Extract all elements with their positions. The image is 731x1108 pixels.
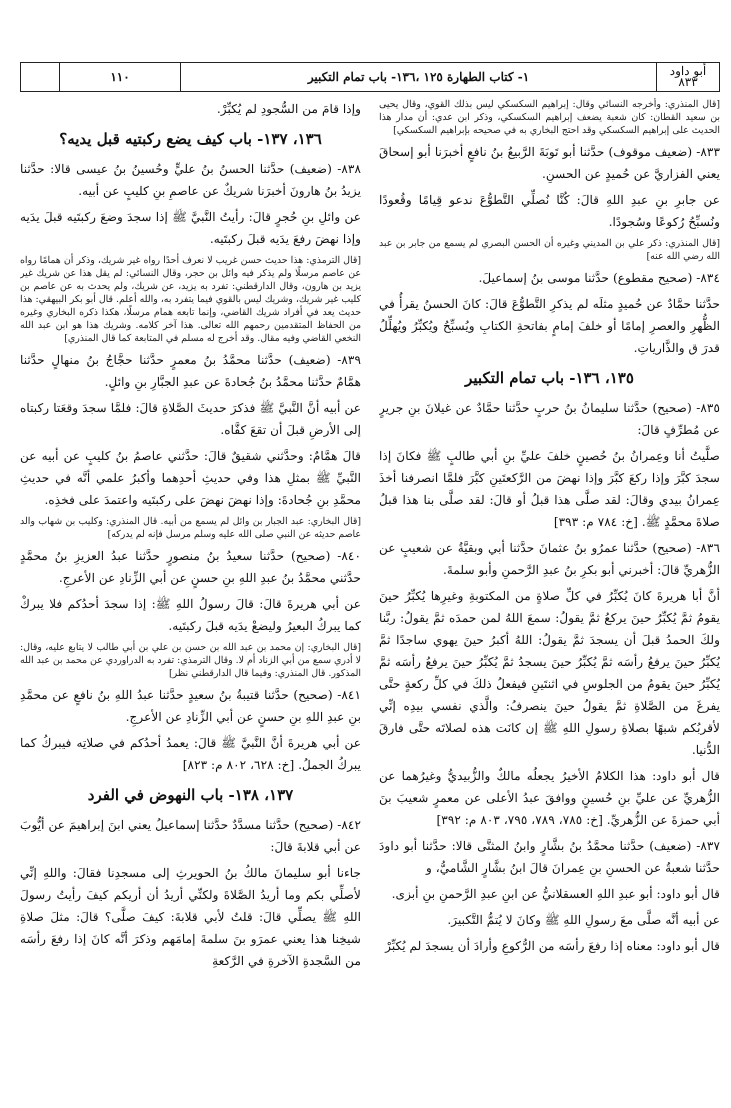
abu-dawud-comment: قال أبو داود: هذا الكلامُ الأخيرُ يجعلُه مالكٌ والزُّبيديُّ وغيرُهما عن الزُّهريِّ عن عليِّ بنِ حُسينٍ ووافقَ عبدُ الأعلى عن معمرٍ شعيبَ بنَ أبي حمزةَ عن الزُّهريِّ. [خ: ٧٨٥، ٧٨٩، ٧٩٥، ٨٠٣ م: ٣٩٢]: [379, 769, 720, 827]
footnote: [قال المنذري: ذكر علي بن المديني وغيره أن الحسن البصري لم يسمع من جابر بن عبد الله رضي الله عنه]: [379, 238, 720, 262]
footnote: [قال البخاري: إن محمد بن عبد الله بن حسن بن علي بن أبي طالب لا يتابع عليه، وقال: لا أدري سمع من أبي الزناد أم لا. وقال الترمذي: تفرد به الدراوردي عن محمد بن عبد الله المذكور. قال المنذري: وفيما قال الدارقطني نظر]: [20, 642, 361, 679]
hadith-836-text: أنَّ أبا هريرةَ كانَ يُكبِّرُ في كلِّ صلاةٍ من المكتوبةِ وغيرِها يُكبِّرُ حينَ يقومُ ثمَّ يُكبِّرُ حينَ يركعُ ثمَّ يقولُ: سمعَ اللهُ لمن حمدَه ثمَّ يقولُ: ربَّنا ولكَ الحمدُ قبلَ أن يسجدَ ثمَّ يقولُ: اللهُ أكبرُ حينَ يهوي ساجدًا ثمَّ يُكبِّرُ حينَ يرفعُ رأسَه ثمَّ يُكبِّرُ حينَ يسجدُ ثمَّ يُكبِّرُ حينَ يرفعُ رأسَه ثمَّ يُكبِّرُ حينَ يقومُ من الجلوسِ في اثنتَينِ فيفعلُ ذلكَ في كلِّ ركعةٍ حتَّى يفرغَ من الصَّلاةِ ثمَّ يقولُ حينَ ينصرفُ: والَّذي نفسي بيدِه إنِّي لأقربُكم شبهًا بصلاةِ رسولِ اللهِ ﷺ إن كانَت هذه لصلاتَه حتَّى فارقَ الدُّنيا.: [379, 589, 720, 757]
header-title: ١- كتاب الطهارة ١٢٥ ،١٣٦- باب تمام التكبير: [180, 63, 656, 91]
chapter-heading: ١٣٥، ١٣٦- باب تمام التكبير: [465, 369, 634, 387]
hadith-841-text: عن أبي هريرةَ أنَّ النَّبيَّ ﷺ قالَ: يعمدُ أحدُكم في صلاتِه فيبركُ كما يبركُ الجملُ. [خ: ٦٢٨، ٨٠٢ م: ٨٢٣]: [20, 736, 361, 772]
right-column: [379, 98, 720, 1098]
abu-dawud-comment: قال أبو داود: معناه إذا رفعَ رأسَه من الرُّكوعِ وأرادَ أن يسجدَ لم يُكبِّرْ: [385, 939, 720, 953]
footnote: [قال البخاري: عبد الجبار بن وائل لم يسمع من أبيه. قال المنذري: وكليب بن شهاب والد عاصم حديثه عن النبي صلى الله عليه وسلم مرسل فإنه لم يدركه]: [20, 516, 361, 540]
footnote: [قال المنذري: وأخرجه النسائي وقال: إبراهيم السكسكي ليس بذلك القوي، وقال يحيى بن سعيد القطان: كان شعبة يضعف إبراهيم السكسكي، وذكر ابن عدي: أن مدار هذا الحديث على إبراهيم السكسكي وقد احتج البخاري به في صحيحه بإبراهيم السكسكي]: [379, 99, 720, 136]
hadith-835-text: صلَّيتُ أنا وعِمرانُ بنُ حُصينٍ خلفَ عليِّ بنِ أبي طالبٍ ﷺ فكانَ إذا سجدَ كبَّرَ وإذا ركعَ كبَّرَ وإذا نهضَ من الرَّكعتَينِ كبَّرَ فلمَّا انصرفنا أخذَ عِمرانُ بيدي وقالَ: لقد صلَّى هذا قبلُ أو قالَ: لقد صلَّى بنا هذا قبلُ صلاةَ محمَّدٍ ﷺ. [خ: ٧٨٤ م: ٣٩٣]: [379, 449, 720, 529]
hadith-842-chain: ٨٤٢- (صحيح) حدَّثنا مسدَّدٌ حدَّثنا إسماعيلُ يعني ابنَ إبراهيمَ عن أيُّوبَ عن أبي قلابةَ قالَ:: [20, 818, 361, 854]
continuation-text: وإذا قامَ من السُّجودِ لم يُكبِّرْ.: [216, 102, 361, 116]
two-column-body: [20, 98, 720, 1098]
hadith-839-text: عن أبيه أنَّ النَّبيَّ ﷺ فذكرَ حديثَ الصَّلاةِ قالَ: فلمَّا سجدَ وقعَتا ركبتاه إلى الأرضِ قبلَ أن تقعَ كفَّاه.: [20, 401, 361, 437]
running-header: [20, 62, 720, 92]
hadith-840-text: عن أبي هريرةَ قالَ: قالَ رسولُ اللهِ ﷺ: إذا سجدَ أحدُكم فلا يبركْ كما يبركُ البعيرُ وليضعْ يدَيه قبلَ ركبتَيه.: [20, 597, 361, 633]
chapter-heading: ١٣٦، ١٣٧- باب كيف يضع ركبتيه قبل يديه؟: [59, 130, 322, 148]
chapter-heading: ١٣٧، ١٣٨- باب النهوض في الفرد: [87, 786, 294, 804]
hadith-833-text: عن جابرِ بنِ عبدِ اللهِ قالَ: كُنَّا نُصلِّي التَّطوُّعَ ندعو قِيامًا وقُعودًا ونُسبِّحُ رُكوعًا وسُجودًا.: [379, 193, 720, 229]
abu-dawud-comment: قال أبو داود: أبو عبدِ اللهِ العسقلانيُّ عن ابنِ عبدِ الرَّحمنِ بنِ أبزى.: [391, 887, 720, 901]
page-number: ١١٠: [59, 63, 180, 91]
hadith-839-chain: ٨٣٩- (ضعيف) حدَّثنا محمَّدُ بنُ معمرٍ حدَّثنا حجَّاجُ بنُ منهالٍ حدَّثنا همَّامٌ حدَّثنا محمَّدُ بنُ جُحادةَ عن عبدِ الجبَّارِ بنِ وائلٍ.: [20, 353, 361, 389]
hadith-838-text: عن وائلِ بنِ حُجرٍ قالَ: رأيتُ النَّبيَّ ﷺ إذا سجدَ وضعَ ركبتَيه قبلَ يدَيه وإذا نهضَ رفعَ يدَيه قبلَ ركبتَيه.: [20, 210, 361, 246]
hadith-839-addition: قالَ همَّامٌ: وحدَّثني شقيقٌ قالَ: حدَّثني عاصمُ بنُ كليبٍ عن أبيه عن النَّبيِّ ﷺ بمثلِ هذا وفي حديثِ أحدِهما وأكبرُ علمي أنَّه في حديثِ محمَّدِ بنِ جُحادةَ: وإذا نهضَ نهضَ على ركبتَيه واعتمدَ على فخذِه.: [20, 449, 361, 507]
hadith-842-text: جاءنا أبو سليمانَ مالكُ بنُ الحويرثِ إلى مسجدِنا فقالَ: واللهِ إنِّي لأصلِّي بكم وما أريدُ الصَّلاةَ ولكنِّي أريدُ أن أريكم كيفَ رأيتُ رسولَ اللهِ ﷺ يصلِّي قالَ: قلتُ لأبي قلابةَ: كيفَ صلَّى؟ قالَ: مثلَ صلاةِ شيخِنا هذا يعني عمرَو بنَ سلمةَ إمامَهم وذكرَ أنَّه كانَ إذا رفعَ رأسَه من السَّجدةِ الآخرةِ في الرَّكعةِ: [20, 866, 361, 968]
left-column: [20, 98, 361, 1098]
header-ref-line2: ٨٣٣: [678, 75, 698, 89]
hadith-835-chain: ٨٣٥- (صحيح) حدَّثنا سليمانُ بنُ حربٍ حدَّثنا حمَّادٌ عن غيلانَ بنِ جريرٍ عن مُطرِّفٍ قالَ:: [379, 401, 720, 437]
hadith-834-chain: ٨٣٤- (صحيح مقطوع) حدَّثنا موسى بنُ إسماعيلَ.: [478, 271, 720, 285]
header-ref-line1: أبو داود: [669, 64, 707, 78]
hadith-833-chain: ٨٣٣- (ضعيف موقوف) حدَّثنا أبو تَوبَةَ الرَّبيعُ بنُ نافعٍ أخبرَنا أبو إسحاقَ يعني الفزاريَّ عن حُميدٍ عن الحسنِ.: [379, 145, 720, 181]
hadith-841-chain: ٨٤١- (صحيح) حدَّثنا قتيبةُ بنُ سعيدٍ حدَّثنا عبدُ اللهِ بنُ نافعٍ عن محمَّدِ بنِ عبدِ اللهِ بنِ حسنٍ عن أبي الزِّنادِ عن الأعرجِ.: [20, 688, 361, 724]
hadith-837-chain: ٨٣٧- (ضعيف) حدَّثنا محمَّدُ بنُ بشَّارٍ وابنُ المثنَّى قالا: حدَّثنا أبو داودَ حدَّثنا شعبةُ عن الحسنِ بنِ عِمرانَ قالَ ابنُ بشَّارٍ الشَّاميُّ، و: [379, 839, 720, 875]
hadith-837-text: عن أبيه أنَّه صلَّى معَ رسولِ اللهِ ﷺ وكانَ لا يُتمُّ التَّكبيرَ.: [447, 913, 720, 927]
hadith-838-chain: ٨٣٨- (ضعيف) حدَّثنا الحسنُ بنُ عليٍّ وحُسينُ بنُ عيسى قالا: حدَّثنا يزيدُ بنُ هارونَ أخبرَنا شريكٌ عن عاصمِ بنِ كليبٍ عن أبيه.: [20, 162, 361, 198]
header-reference: [656, 63, 719, 91]
hadith-834-text: حدَّثنا حمَّادٌ عن حُميدٍ مثلَه لم يذكرِ التَّطوُّعَ قالَ: كانَ الحسنُ يقرأُ في الظُّهرِ والعصرِ إمامًا أو خلفَ إمامٍ بفاتحةِ الكتابِ ويُسبِّحُ ويُكبِّرُ ويُهلِّلُ قدرَ ق والذَّارياتِ.: [379, 297, 720, 355]
header-blank-cell: [21, 63, 59, 91]
footnote: [قال الترمذي: هذا حديث حسن غريب لا نعرف أحدًا رواه غير شريك، وذكر أن همامًا رواه عن عاصم مرسلًا ولم يذكر فيه وائل بن حجر، وقال النسائي: لم يقل هذا عن شريك غير يزيد بن هارون، وقال الدارقطني: تفرد به يزيد، عن شريك، ولم يحدث به عن عاصم بن كليب غير شريك، وشريك ليس بالقوي فيما يتفرد به، والله أعلم. قال أبو بكر البيهقي: هذا حديث يعد في أفراد شريك القاضي، وإنما تابعه همام مرسلًا، هكذا ذكره البخاري وغيره من الحفاظ المتقدمين رحمهم الله تعالى. هذا آخر كلامه. وشريك هذا هو ابن عبد الله النخعي القاضي وفيه مقال. وقد أخرج له مسلم في المتابعة كما قال المنذري]: [20, 255, 361, 344]
hadith-840-chain: ٨٤٠- (صحيح) حدَّثنا سعيدُ بنُ منصورٍ حدَّثنا عبدُ العزيزِ بنُ محمَّدٍ حدَّثني محمَّدُ بنُ عبدِ اللهِ بنِ حسنٍ عن أبي الزِّنادِ عن الأعرجِ.: [20, 549, 361, 585]
hadith-836-chain: ٨٣٦- (صحيح) حدَّثنا عمرُو بنُ عثمانَ حدَّثنا أبي وبقيَّةُ عن شعيبٍ عن الزُّهريِّ قالَ: أخبرني أبو بكرِ بنُ عبدِ الرَّحمنِ وأبو سلمةَ.: [379, 541, 720, 577]
